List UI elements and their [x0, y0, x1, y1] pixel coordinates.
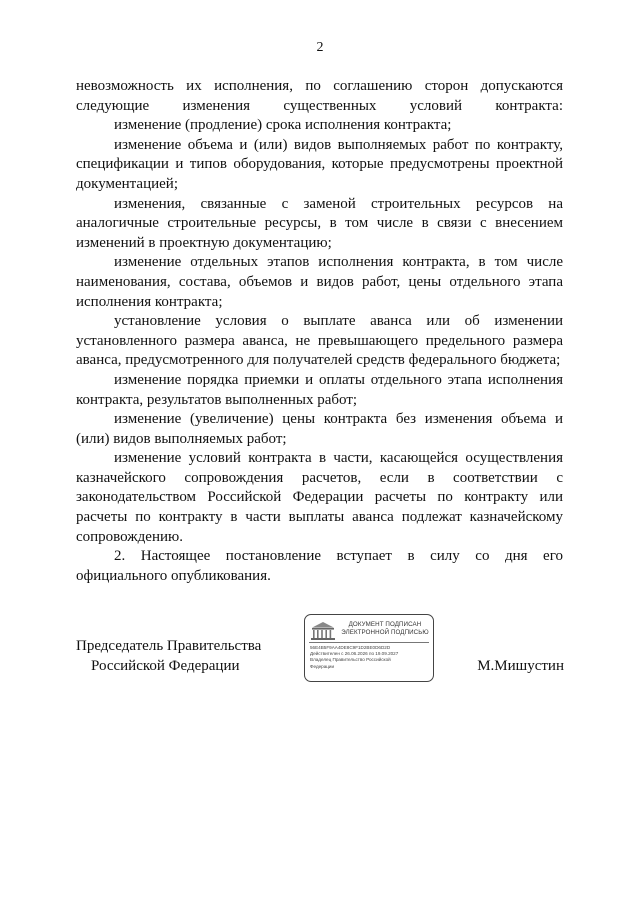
paragraph: 2. Настоящее постановление вступает в силу со дня его официального опубликования. [76, 548, 563, 584]
paragraph: изменение условий контракта в части, касающейся осуществления казначейского сопровождения расчетов, если в соответствии с законодательством Российской Федерации расчеты по контракту или расчеты по контракту в части выплаты аванса подлежат казначейскому сопровождению. [76, 450, 563, 545]
page-number: 2 [316, 40, 324, 55]
paragraph: изменения, связанные с заменой строительных ресурсов на аналогичные строительные ресурсы, в том числе в связи с внесением изменений в проектную документацию; [76, 195, 563, 251]
paragraph: изменение отдельных этапов исполнения контракта, в том числе наименования, состава, объемов и видов работ, цены отдельного этапа исполнения контракта; [76, 254, 563, 310]
stamp-title-line: ДОКУМЕНТ ПОДПИСАН [348, 621, 422, 628]
stamp-certificate: 56E4B5F9AA4DE8C9F1D2BE0D6D2D [310, 645, 391, 650]
document-body [76, 77, 563, 586]
signatory-title-line: Российской Федерации [91, 658, 240, 674]
signatory-title-line: Председатель Правительства [76, 638, 262, 654]
stamp-validity: Действителен с 26.06.2026 по 19.09.2027 [310, 651, 399, 657]
paragraph: изменение (увеличение) цены контракта без изменения объема и (или) видов выполняемых работ; [76, 411, 563, 447]
paragraph: изменение (продление) срока исполнения контракта; [114, 117, 452, 134]
paragraph: невозможность их исполнения, по соглашению сторон допускаются следующие изменения существенных условий контракта: [76, 78, 563, 114]
signer-name: М.Мишустин [477, 658, 564, 674]
signatory-title [76, 636, 276, 676]
paragraph: изменение объема и (или) видов выполняемых работ по контракту, спецификации и типов оборудования, которые предусмотрены проектной документацией; [76, 136, 563, 192]
electronic-signature-stamp [304, 614, 434, 682]
stamp-title-line: ЭЛЕКТРОННОЙ ПОДПИСЬЮ [341, 628, 429, 636]
government-building-icon [309, 621, 337, 641]
paragraph: установление условия о выплате аванса или об изменении установленного размера аванса, не превышающего предельного размера аванса, предусмотренного для получателей средств федерального бюджета; [76, 313, 563, 369]
stamp-divider [309, 642, 429, 643]
stamp-owner: Федерации [310, 663, 335, 669]
paragraph: изменение порядка приемки и оплаты отдельного этапа исполнения контракта, результатов выполненных работ; [76, 371, 563, 408]
stamp-owner: Владелец Правительство Российской [310, 657, 391, 663]
